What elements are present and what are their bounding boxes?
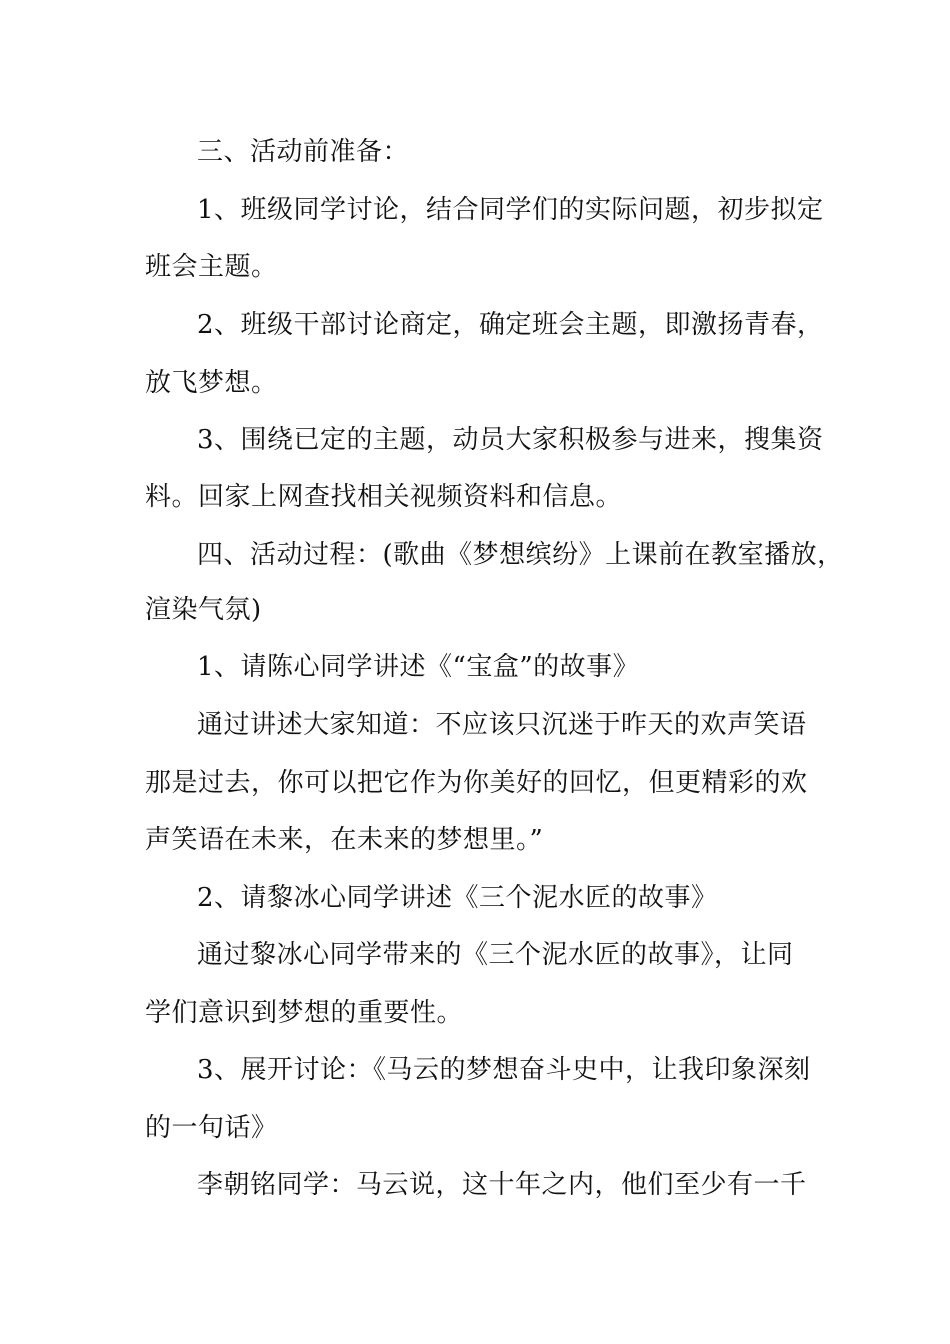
text-line: 3、围绕已定的主题，动员大家积极参与进来，搜集资: [197, 425, 824, 455]
text-line: 学们意识到梦想的重要性。: [145, 998, 464, 1028]
text-line: 1、班级同学讨论，结合同学们的实际问题，初步拟定: [197, 195, 824, 225]
text-line: 声笑语在未来，在未来的梦想里。”: [145, 825, 544, 855]
text-line: 3、展开讨论：《马云的梦想奋斗史中，让我印象深刻: [197, 1055, 811, 1085]
text-line: 渲染气氛): [145, 595, 262, 625]
text-line: 1、请陈心同学讲述《“宝盒”的故事》: [197, 652, 640, 682]
text-line: 2、请黎冰心同学讲述《三个泥水匠的故事》: [197, 883, 718, 913]
text-line: 的一句话》: [145, 1113, 278, 1143]
text-line: 班会主题。: [145, 252, 278, 282]
section-heading-preparation: 三、活动前准备：: [197, 137, 410, 167]
text-line: 通过黎冰心同学带来的《三个泥水匠的故事》，让同: [197, 940, 794, 970]
text-line: 2、班级干部讨论商定，确定班会主题，即激扬青春，: [197, 310, 824, 340]
text-line: 那是过去，你可以把它作为你美好的回忆，但更精彩的欢: [145, 768, 808, 798]
text-line: 放飞梦想。: [145, 368, 278, 398]
text-line: 通过讲述大家知道：不应该只沉迷于昨天的欢声笑语: [197, 710, 807, 740]
section-heading-process: 四、活动过程：(歌曲《梦想缤纷》上课前在教室播放，: [197, 540, 844, 570]
text-line: 李朝铭同学：马云说，这十年之内，他们至少有一千: [197, 1170, 807, 1200]
text-line: 料。回家上网查找相关视频资料和信息。: [145, 482, 623, 512]
